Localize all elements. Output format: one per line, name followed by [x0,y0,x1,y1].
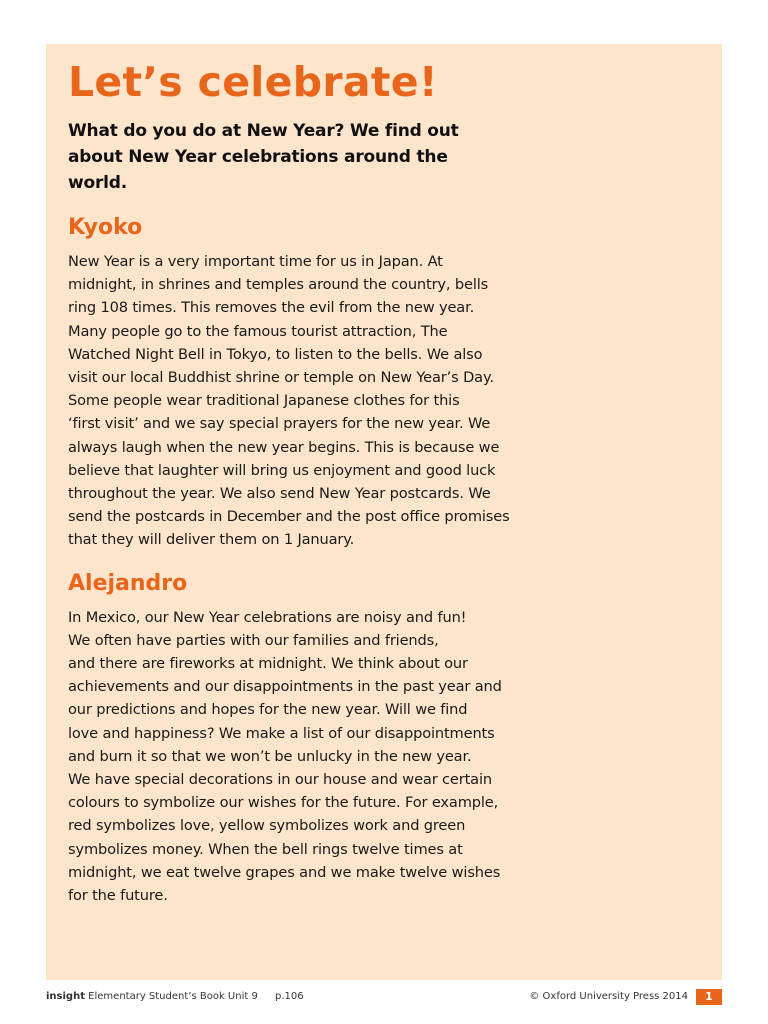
text-line: always laugh when the new year begins. This is because we [68,438,500,456]
section-heading-alejandro: Alejandro [68,570,188,596]
text-line: achievements and our disappointments in the past year and [68,678,502,696]
text-line: In Mexico, our New Year celebrations are noisy and fun! [68,608,467,626]
footer-brand: insight [46,991,85,1002]
article-intro [68,118,568,196]
text-line: We often have parties with our families and friends, [68,631,439,649]
text-line: throughout the year. We also send New Year postcards. We [68,485,491,503]
text-line: and there are fireworks at midnight. We think about our [68,655,468,673]
text-line: colours to symbolize our wishes for the future. For example, [68,794,499,812]
text-line: for the future. [68,887,168,905]
page-number-badge: 1 [696,989,722,1005]
text-line: ring 108 times. This removes the evil from the new year. [68,299,475,317]
text-line: that they will deliver them on 1 January. [68,531,355,549]
text-line: send the postcards in December and the post office promises [68,508,510,526]
text-line: New Year is a very important time for us in Japan. At [68,253,443,270]
text-line: red symbolizes love, yellow symbolizes work and green [68,817,466,835]
text-line: love and happiness? We make a list of our disappointments [68,724,495,742]
text-line: believe that laughter will bring us enjoyment and good luck [68,461,496,479]
section-text-alejandro [68,606,568,908]
article-content [68,54,568,907]
intro-line: about New Year celebrations around the [68,147,448,167]
text-line: midnight, we eat twelve grapes and we make twelve wishes [68,863,501,881]
footer-copyright: © Oxford University Press 2014 [529,991,688,1002]
text-line: Watched Night Bell in Tokyo, to listen to the bells. We also [68,345,483,363]
text-line: Many people go to the famous tourist attraction, The [68,322,448,340]
text-line: ‘first visit’ and we say special prayers for the new year. We [68,415,491,433]
article-panel [46,44,722,980]
text-line: symbolizes money. When the bell rings twelve times at [68,840,463,858]
intro-line: What do you do at New Year? We find out [68,121,459,141]
section-heading-kyoko: Kyoko [68,215,143,240]
intro-line: world. [68,173,128,193]
text-line: visit our local Buddhist shrine or temple on New Year’s Day. [68,369,494,387]
text-line: and burn it so that we won’t be unlucky in the new year. [68,747,472,765]
footer-page-ref: p.106 [275,991,304,1002]
footer-book-title: Elementary Student’s Book Unit 9 [88,991,258,1002]
text-line: midnight, in shrines and temples around the country, bells [68,276,489,294]
footer-book-info [46,988,304,1006]
section-text-kyoko [68,250,568,552]
text-line: Some people wear traditional Japanese clothes for this [68,392,460,410]
page-footer [46,988,722,1006]
article-title: Let’s celebrate! [68,58,438,106]
text-line: We have special decorations in our house and wear certain [68,771,492,789]
text-line: our predictions and hopes for the new year. Will we find [68,701,468,719]
